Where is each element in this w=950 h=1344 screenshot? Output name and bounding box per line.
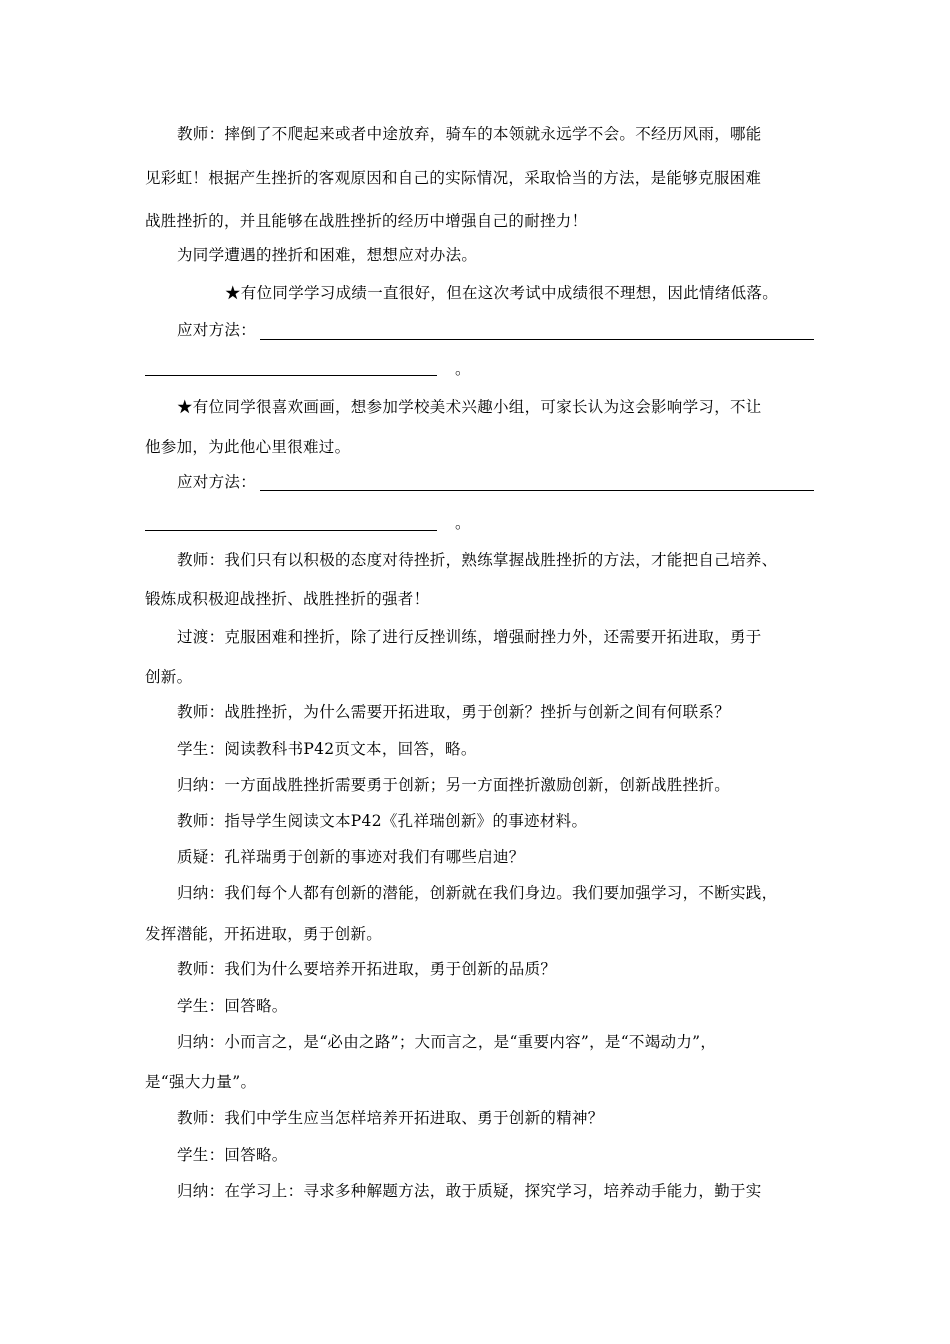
paragraph-question: 质疑：孔祥瑞勇于创新的事迹对我们有哪些启迪？: [177, 848, 525, 866]
paragraph-student-2: 学生：回答略。: [177, 997, 288, 1015]
case-2-answer-line-2[interactable]: [145, 530, 437, 531]
paragraph-summary-3-line-1: 归纳：小而言之，是“必由之路”；大而言之，是“重要内容”，是“不竭动力”，: [177, 1033, 717, 1051]
paragraph-teacher-1-line-1: 教师：摔倒了不爬起来或者中途放弃，骑车的本领就永远学不会。不经历风雨，哪能: [177, 125, 762, 143]
case-2-text-line-1: ★有位同学很喜欢画画，想参加学校美术兴趣小组，可家长认为这会影响学习，不让: [177, 398, 762, 416]
paragraph-summary-3-line-2: 是“强大力量”。: [145, 1073, 257, 1091]
paragraph-transition-line-1: 过渡：克服困难和挫折，除了进行反挫训练，增强耐挫力外，还需要开拓进取，勇于: [177, 628, 762, 646]
case-1-answer-end-mark: 。: [455, 360, 471, 378]
case-2-answer-line-1[interactable]: [260, 490, 814, 491]
paragraph-teacher-4: 教师：指导学生阅读文本P42《孔祥瑞创新》的事迹材料。: [177, 812, 588, 830]
paragraph-student-1: 学生：阅读教科书P42页文本，回答，略。: [177, 740, 477, 758]
paragraph-teacher-2-line-1: 教师：我们只有以积极的态度对待挫折，熟练掌握战胜挫折的方法，才能把自己培养、: [177, 551, 778, 569]
case-1-answer-line-2[interactable]: [145, 375, 437, 376]
paragraph-teacher-1-line-2: 见彩虹！根据产生挫折的客观原因和自己的实际情况，采取恰当的方法，是能够克服困难: [145, 169, 762, 187]
paragraph-instruction: 为同学遭遇的挫折和困难，想想应对办法。: [177, 246, 478, 264]
case-1-text: ★有位同学学习成绩一直很好，但在这次考试中成绩很不理想，因此情绪低落。: [225, 284, 779, 302]
paragraph-transition-line-2: 创新。: [145, 668, 193, 686]
paragraph-teacher-3: 教师：战胜挫折，为什么需要开拓进取，勇于创新？挫折与创新之间有何联系？: [177, 703, 731, 721]
case-2-answer-end-mark: 。: [455, 514, 471, 532]
paragraph-teacher-1-line-3: 战胜挫折的，并且能够在战胜挫折的经历中增强自己的耐挫力！: [145, 212, 588, 230]
paragraph-summary-2-line-2: 发挥潜能，开拓进取，勇于创新。: [145, 925, 383, 943]
paragraph-student-3: 学生：回答略。: [177, 1146, 288, 1164]
case-1-answer-label: 应对方法：: [177, 321, 257, 339]
paragraph-teacher-6: 教师：我们中学生应当怎样培养开拓进取、勇于创新的精神？: [177, 1109, 604, 1127]
paragraph-teacher-2-line-2: 锻炼成积极迎战挫折、战胜挫折的强者！: [145, 590, 430, 608]
case-2-answer-label: 应对方法：: [177, 473, 257, 491]
paragraph-teacher-5: 教师：我们为什么要培养开拓进取，勇于创新的品质？: [177, 960, 557, 978]
paragraph-summary-4: 归纳：在学习上：寻求多种解题方法，敢于质疑，探究学习，培养动手能力，勤于实: [177, 1182, 762, 1200]
case-1-answer-line-1[interactable]: [260, 339, 814, 340]
paragraph-summary-2-line-1: 归纳：我们每个人都有创新的潜能，创新就在我们身边。我们要加强学习，不断实践，: [177, 884, 778, 902]
case-2-text-line-2: 他参加，为此他心里很难过。: [145, 438, 351, 456]
paragraph-summary-1: 归纳：一方面战胜挫折需要勇于创新；另一方面挫折激励创新，创新战胜挫折。: [177, 776, 731, 794]
